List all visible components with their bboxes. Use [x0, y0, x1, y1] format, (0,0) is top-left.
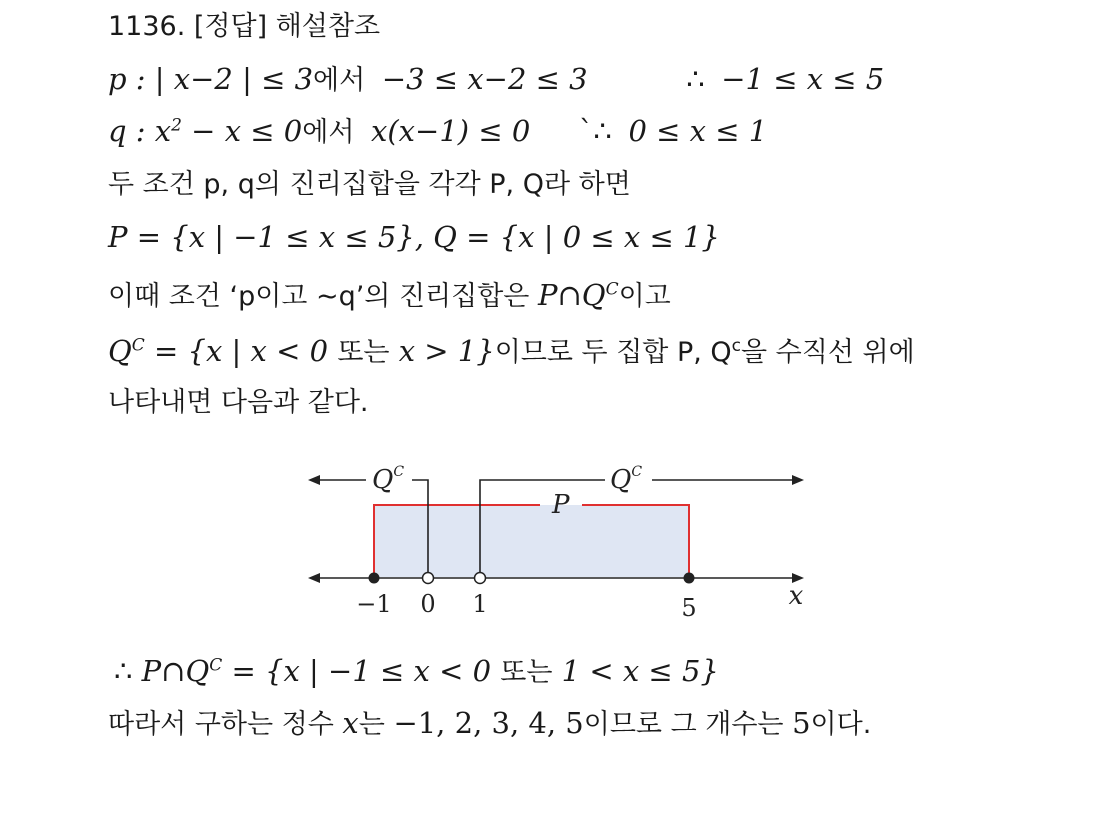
p-kor-eseo: 에서	[313, 65, 366, 96]
diagram-intro: 나타내면 다음과 같다.	[108, 387, 369, 418]
axis-left-arrowhead	[308, 573, 320, 583]
p-inequality: p : | x−2 | ≤ 3	[108, 62, 314, 96]
final-therefore: ∴	[114, 654, 133, 688]
qc-right-arrowhead	[792, 475, 804, 485]
qc-left-arrowhead	[308, 475, 320, 485]
p-solution-step: −3 ≤ x−2 ≤ 3	[381, 62, 588, 96]
closed-point-minus1	[369, 573, 380, 584]
p-label: P	[552, 490, 570, 520]
open-point-0	[423, 573, 434, 584]
tick-label-1: 1	[472, 590, 488, 618]
p-region-fill	[374, 505, 689, 577]
final-p-cap-qc: $P\cap Q^C = \{x$ | −1 ≤ x < 0	[132, 654, 501, 688]
answer-heading: 1136. [정답] 해설참조	[108, 11, 381, 42]
complement-q-line: $Q^C = \{x$ | x < 0 또는 x > 1}이므로 두 집합 P, $Q^c$을 수직선 위에	[108, 334, 915, 368]
axis-label-x: x	[788, 581, 804, 611]
open-point-1	[475, 573, 486, 584]
condition-q-line	[108, 114, 767, 150]
integer-count: 5	[792, 706, 811, 740]
qc-left-label: $Q^C$	[372, 464, 405, 495]
number-line-diagram	[300, 452, 820, 627]
condition-p-and-not-q: 이때 조건 ‘p이고 ∼q’의 진리집합은 $P\cap Q^C$이고	[108, 278, 671, 312]
answer-line: 따라서 구하는 정수 x는 −1, 2, 3, 4, 5이므로 그 개수는 5이다.	[108, 706, 872, 740]
q-therefore: `∴	[578, 114, 612, 148]
q-inequality: q : $x^2 - x \le 0$	[108, 114, 303, 148]
qc-definition: $Q^C = \{x$ | x < 0	[108, 334, 338, 368]
tick-label-5: 5	[681, 594, 697, 622]
closed-point-5	[684, 573, 695, 584]
tick-label-0: 0	[420, 590, 436, 618]
q-result: 0 ≤ x ≤ 1	[628, 114, 768, 148]
tick-label-minus1: −1	[356, 590, 392, 618]
qc-right-label: $Q^C$	[610, 464, 643, 495]
p-cap-qc: $P\cap Q^C$	[537, 278, 619, 312]
condition-p-line	[108, 62, 884, 98]
truth-sets-intro: 두 조건 p, q의 진리집합을 각각 P, Q라 하면	[108, 169, 631, 200]
p-therefore: ∴	[686, 62, 705, 96]
p-result: −1 ≤ x ≤ 5	[721, 62, 885, 96]
integer-list: −1, 2, 3, 4, 5	[393, 706, 584, 740]
q-kor-eseo: 에서	[302, 117, 355, 148]
final-set-line: ∴ $P\cap Q^C = \{x$ | −1 ≤ x < 0 또는 1 < x ≤ 5}	[114, 654, 719, 688]
sets-P-Q: P = {x | −1 ≤ x ≤ 5}, Q = {x | 0 ≤ x ≤ 1}	[108, 220, 720, 254]
q-solution-step: x(x−1) ≤ 0	[371, 114, 531, 148]
truth-sets-definition	[108, 220, 720, 256]
